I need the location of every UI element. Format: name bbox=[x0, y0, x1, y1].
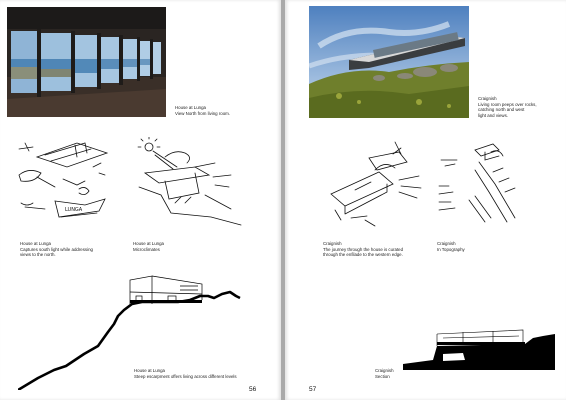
caption-section-lunga: House at Lunga Steep escarpment offers living across different levels bbox=[134, 368, 237, 379]
caption-sketch-journey: Craignish The journey through the house is curated through the enfilade to the western edge. bbox=[323, 241, 404, 258]
sketch-topography bbox=[435, 140, 525, 235]
sketch-journey bbox=[325, 140, 435, 232]
sketch-microclimates bbox=[135, 137, 245, 227]
caption-living-room: House at Lunga View North from living room. bbox=[175, 105, 231, 116]
caption-section-craignish: Craignish Section bbox=[375, 368, 394, 379]
sketch-lunga bbox=[15, 137, 125, 227]
right-page bbox=[285, 0, 566, 400]
page-number-left: 56 bbox=[249, 386, 257, 393]
caption-sketch-topography: Craignish In Topography bbox=[437, 241, 465, 252]
exterior-photo bbox=[309, 6, 469, 118]
caption-sketch-lunga: House at Lunga Captures south light while addressing views to the north. bbox=[20, 241, 93, 258]
page-number-right: 57 bbox=[309, 386, 317, 393]
left-page bbox=[0, 0, 281, 400]
sketch-word-lunga: LUNGA bbox=[65, 207, 83, 213]
caption-sketch-microclimates: House at Lunga Microclimates bbox=[133, 241, 165, 252]
living-room-photo bbox=[7, 7, 166, 117]
caption-exterior: Craignish Living room peeps over rocks, catching north and west light and views. bbox=[478, 96, 537, 118]
section-craignish bbox=[403, 320, 555, 370]
